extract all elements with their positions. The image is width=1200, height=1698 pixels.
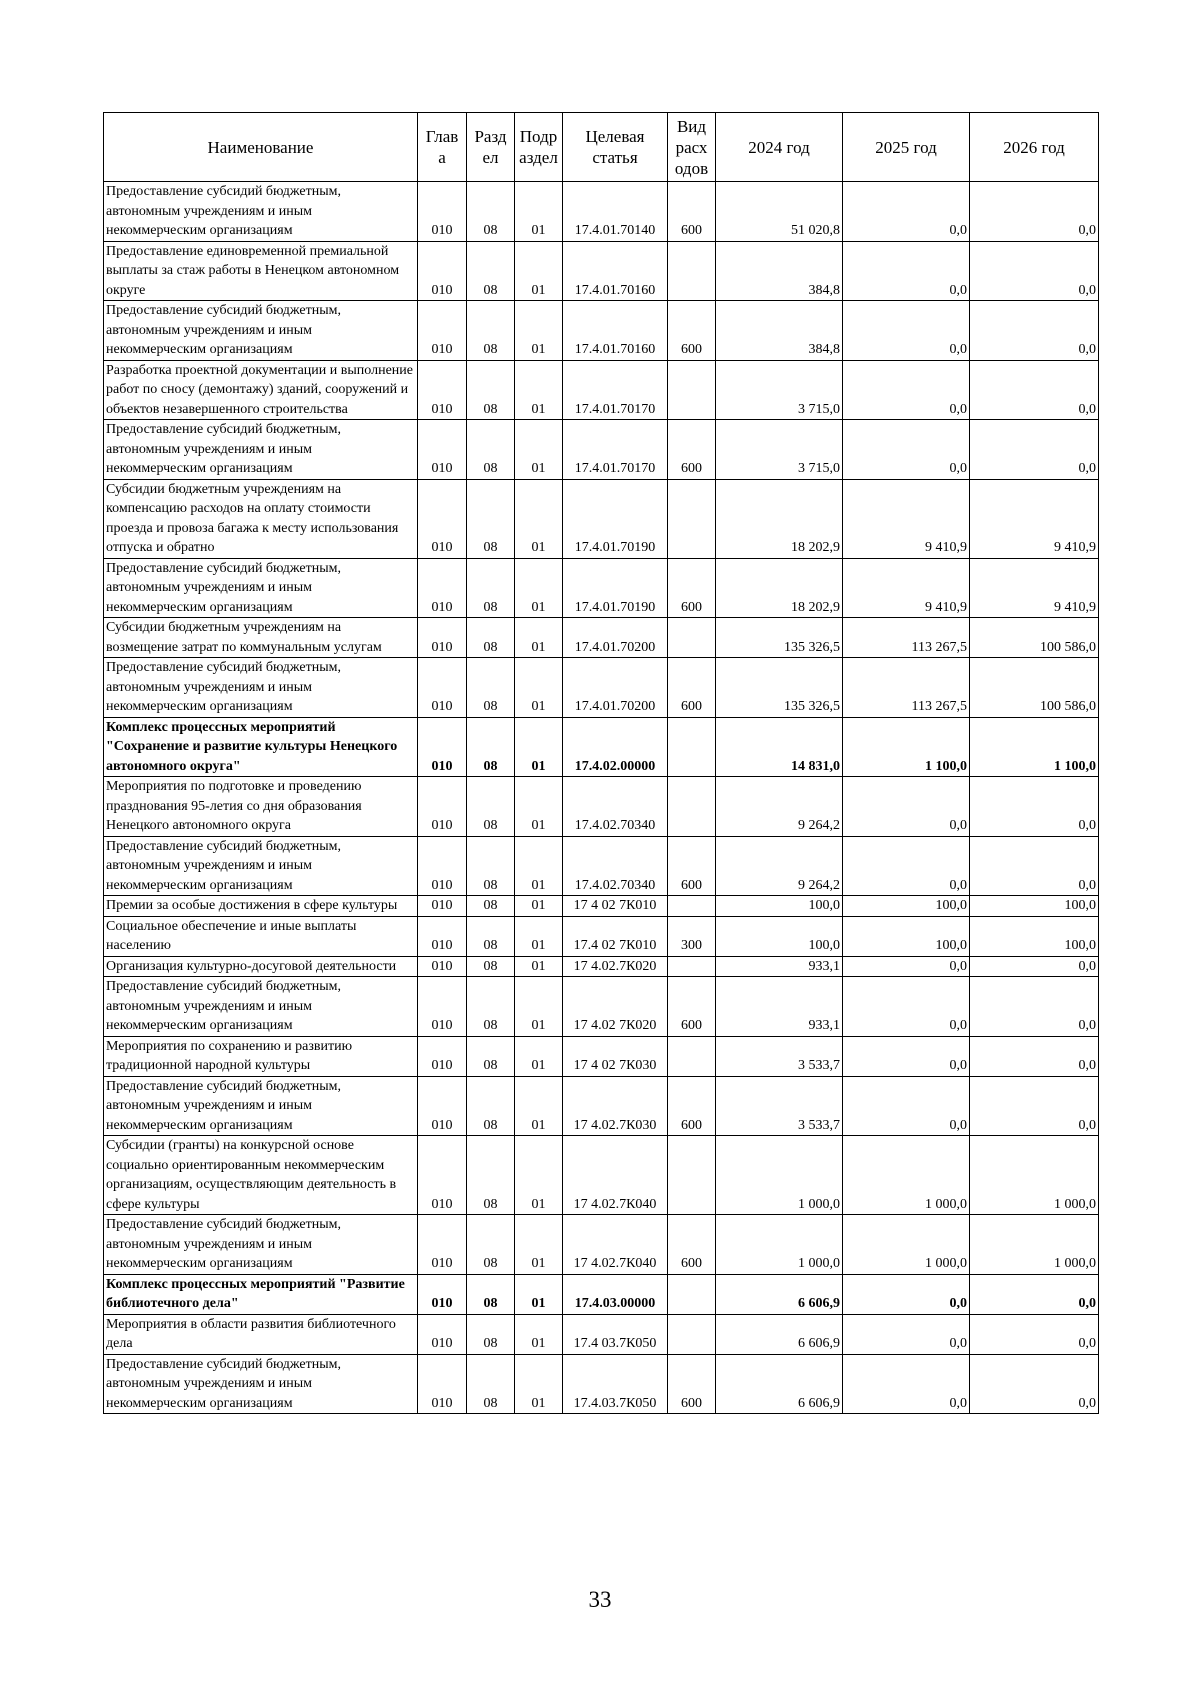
- cell-name: Предоставление субсидий бюджетным, автономным учреждениям и иным некоммерческим организациям: [104, 420, 418, 480]
- cell-name: Предоставление субсидий бюджетным, автономным учреждениям и иным некоммерческим организациям: [104, 1076, 418, 1136]
- cell-name: Предоставление субсидий бюджетным, автономным учреждениям и иным некоммерческим организациям: [104, 1354, 418, 1414]
- cell-podrazdel: 01: [515, 717, 563, 777]
- cell-glava: 010: [418, 1076, 467, 1136]
- cell-razdel: 08: [467, 658, 515, 718]
- col-header-2025: 2025 год: [843, 113, 970, 182]
- cell-2026: 0,0: [970, 1076, 1099, 1136]
- cell-glava: 010: [418, 1274, 467, 1314]
- cell-2025: 0,0: [843, 1076, 970, 1136]
- cell-razdel: 08: [467, 241, 515, 301]
- cell-target: 17.4.03.7К050: [563, 1354, 668, 1414]
- cell-2024: 3 715,0: [716, 420, 843, 480]
- cell-vid: 600: [668, 558, 716, 618]
- cell-target: 17.4.01.70200: [563, 658, 668, 718]
- cell-name: Предоставление субсидий бюджетным, автономным учреждениям и иным некоммерческим организациям: [104, 558, 418, 618]
- table-row: [104, 896, 1099, 917]
- cell-podrazdel: 01: [515, 1136, 563, 1215]
- cell-2024: 135 326,5: [716, 618, 843, 658]
- cell-2024: 3 533,7: [716, 1036, 843, 1076]
- cell-razdel: 08: [467, 1036, 515, 1076]
- cell-2025: 0,0: [843, 301, 970, 361]
- cell-2024: 933,1: [716, 977, 843, 1037]
- cell-2026: 100,0: [970, 916, 1099, 956]
- cell-glava: 010: [418, 1354, 467, 1414]
- cell-2025: 113 267,5: [843, 618, 970, 658]
- col-header-razdel: Разд ел: [467, 113, 515, 182]
- cell-razdel: 08: [467, 717, 515, 777]
- cell-name: Комплекс процессных мероприятий "Развитие библиотечного дела": [104, 1274, 418, 1314]
- cell-2026: 100,0: [970, 896, 1099, 917]
- cell-2026: 0,0: [970, 1036, 1099, 1076]
- cell-podrazdel: 01: [515, 1215, 563, 1275]
- header-row: [104, 113, 1099, 182]
- cell-razdel: 08: [467, 360, 515, 420]
- cell-glava: 010: [418, 1314, 467, 1354]
- cell-razdel: 08: [467, 836, 515, 896]
- cell-2025: 1 100,0: [843, 717, 970, 777]
- cell-2025: 9 410,9: [843, 558, 970, 618]
- table-row: [104, 1354, 1099, 1414]
- cell-2025: 0,0: [843, 182, 970, 242]
- cell-vid: [668, 717, 716, 777]
- cell-glava: 010: [418, 420, 467, 480]
- cell-glava: 010: [418, 558, 467, 618]
- cell-vid: 600: [668, 1354, 716, 1414]
- cell-2026: 0,0: [970, 777, 1099, 837]
- cell-2026: 0,0: [970, 420, 1099, 480]
- cell-2024: 9 264,2: [716, 836, 843, 896]
- cell-vid: [668, 479, 716, 558]
- cell-2025: 0,0: [843, 1274, 970, 1314]
- cell-target: 17.4.02.70340: [563, 836, 668, 896]
- table-row: [104, 1036, 1099, 1076]
- cell-glava: 010: [418, 1036, 467, 1076]
- cell-name: Субсидии бюджетным учреждениям на возмещение затрат по коммунальным услугам: [104, 618, 418, 658]
- col-header-glava: Глав а: [418, 113, 467, 182]
- cell-2026: 0,0: [970, 241, 1099, 301]
- cell-2025: 0,0: [843, 956, 970, 977]
- cell-podrazdel: 01: [515, 658, 563, 718]
- cell-2026: 9 410,9: [970, 479, 1099, 558]
- cell-2026: 0,0: [970, 1314, 1099, 1354]
- cell-target: 17.4.01.70190: [563, 558, 668, 618]
- cell-target: 17 4.02.7К040: [563, 1215, 668, 1275]
- cell-glava: 010: [418, 717, 467, 777]
- cell-razdel: 08: [467, 1215, 515, 1275]
- cell-2024: 384,8: [716, 301, 843, 361]
- cell-2026: 0,0: [970, 1274, 1099, 1314]
- cell-2025: 0,0: [843, 420, 970, 480]
- cell-2024: 9 264,2: [716, 777, 843, 837]
- col-header-vid: Вид расх одов: [668, 113, 716, 182]
- cell-target: 17 4 02 7К010: [563, 896, 668, 917]
- col-header-podrazdel: Подр аздел: [515, 113, 563, 182]
- cell-2024: 3 715,0: [716, 360, 843, 420]
- cell-2026: 1 000,0: [970, 1136, 1099, 1215]
- table-row: [104, 1314, 1099, 1354]
- cell-name: Мероприятия в области развития библиотечного дела: [104, 1314, 418, 1354]
- cell-2026: 0,0: [970, 301, 1099, 361]
- cell-2026: 0,0: [970, 956, 1099, 977]
- page-number: 33: [588, 1587, 612, 1612]
- table-row: [104, 479, 1099, 558]
- cell-target: 17.4.02.70340: [563, 777, 668, 837]
- cell-2026: 100 586,0: [970, 658, 1099, 718]
- cell-glava: 010: [418, 777, 467, 837]
- cell-vid: 600: [668, 977, 716, 1037]
- cell-glava: 010: [418, 301, 467, 361]
- cell-2025: 100,0: [843, 916, 970, 956]
- cell-2025: 0,0: [843, 241, 970, 301]
- cell-2025: 1 000,0: [843, 1136, 970, 1215]
- cell-2025: 1 000,0: [843, 1215, 970, 1275]
- cell-podrazdel: 01: [515, 777, 563, 837]
- table-row: [104, 956, 1099, 977]
- cell-2025: 0,0: [843, 1314, 970, 1354]
- cell-2025: 0,0: [843, 836, 970, 896]
- cell-razdel: 08: [467, 1274, 515, 1314]
- cell-name: Предоставление единовременной премиальной выплаты за стаж работы в Ненецком автономном округе: [104, 241, 418, 301]
- cell-target: 17 4 02 7К030: [563, 1036, 668, 1076]
- cell-podrazdel: 01: [515, 420, 563, 480]
- table-row: [104, 618, 1099, 658]
- cell-target: 17.4.02.00000: [563, 717, 668, 777]
- cell-podrazdel: 01: [515, 916, 563, 956]
- cell-razdel: 08: [467, 916, 515, 956]
- cell-2024: 3 533,7: [716, 1076, 843, 1136]
- cell-name: Премии за особые достижения в сфере культуры: [104, 896, 418, 917]
- cell-name: Комплекс процессных мероприятий "Сохранение и развитие культуры Ненецкого автономного округа": [104, 717, 418, 777]
- cell-glava: 010: [418, 977, 467, 1037]
- cell-name: Разработка проектной документации и выполнение работ по сносу (демонтажу) зданий, сооружений и объектов незавершенного строительства: [104, 360, 418, 420]
- cell-podrazdel: 01: [515, 301, 563, 361]
- cell-vid: [668, 1314, 716, 1354]
- cell-target: 17.4 03.7К050: [563, 1314, 668, 1354]
- cell-2026: 0,0: [970, 1354, 1099, 1414]
- cell-razdel: 08: [467, 1354, 515, 1414]
- cell-2026: 0,0: [970, 977, 1099, 1037]
- cell-2026: 9 410,9: [970, 558, 1099, 618]
- cell-2024: 1 000,0: [716, 1215, 843, 1275]
- cell-podrazdel: 01: [515, 182, 563, 242]
- cell-target: 17.4.01.70140: [563, 182, 668, 242]
- cell-2024: 14 831,0: [716, 717, 843, 777]
- table-body: [104, 182, 1099, 1414]
- cell-glava: 010: [418, 479, 467, 558]
- cell-podrazdel: 01: [515, 977, 563, 1037]
- cell-target: 17 4.02.7К040: [563, 1136, 668, 1215]
- cell-podrazdel: 01: [515, 1354, 563, 1414]
- cell-razdel: 08: [467, 618, 515, 658]
- table-row: [104, 836, 1099, 896]
- cell-vid: [668, 956, 716, 977]
- cell-2025: 0,0: [843, 360, 970, 420]
- cell-podrazdel: 01: [515, 479, 563, 558]
- cell-2024: 100,0: [716, 896, 843, 917]
- cell-vid: [668, 241, 716, 301]
- col-header-2024: 2024 год: [716, 113, 843, 182]
- cell-2026: 0,0: [970, 836, 1099, 896]
- cell-vid: 600: [668, 182, 716, 242]
- cell-target: 17.4.01.70160: [563, 301, 668, 361]
- cell-2026: 100 586,0: [970, 618, 1099, 658]
- cell-glava: 010: [418, 956, 467, 977]
- cell-podrazdel: 01: [515, 896, 563, 917]
- table-row: [104, 241, 1099, 301]
- table-row: [104, 1076, 1099, 1136]
- cell-2024: 933,1: [716, 956, 843, 977]
- cell-name: Предоставление субсидий бюджетным, автономным учреждениям и иным некоммерческим организациям: [104, 836, 418, 896]
- cell-razdel: 08: [467, 1136, 515, 1215]
- table-row-section: [104, 717, 1099, 777]
- cell-name: Предоставление субсидий бюджетным, автономным учреждениям и иным некоммерческим организациям: [104, 182, 418, 242]
- col-header-2026: 2026 год: [970, 113, 1099, 182]
- cell-razdel: 08: [467, 977, 515, 1037]
- cell-glava: 010: [418, 360, 467, 420]
- cell-podrazdel: 01: [515, 1274, 563, 1314]
- cell-target: 17.4.01.70160: [563, 241, 668, 301]
- cell-vid: 300: [668, 916, 716, 956]
- cell-target: 17.4.01.70190: [563, 479, 668, 558]
- cell-razdel: 08: [467, 182, 515, 242]
- cell-glava: 010: [418, 618, 467, 658]
- cell-2025: 113 267,5: [843, 658, 970, 718]
- cell-target: 17.4.01.70200: [563, 618, 668, 658]
- cell-vid: [668, 1136, 716, 1215]
- cell-glava: 010: [418, 241, 467, 301]
- cell-name: Предоставление субсидий бюджетным, автономным учреждениям и иным некоммерческим организациям: [104, 977, 418, 1037]
- cell-2024: 6 606,9: [716, 1274, 843, 1314]
- table-row: [104, 1136, 1099, 1215]
- cell-razdel: 08: [467, 896, 515, 917]
- table-row: [104, 301, 1099, 361]
- cell-2025: 0,0: [843, 777, 970, 837]
- cell-2025: 9 410,9: [843, 479, 970, 558]
- cell-2024: 6 606,9: [716, 1354, 843, 1414]
- cell-podrazdel: 01: [515, 1036, 563, 1076]
- cell-name: Предоставление субсидий бюджетным, автономным учреждениям и иным некоммерческим организациям: [104, 301, 418, 361]
- cell-target: 17 4.02 7К020: [563, 977, 668, 1037]
- cell-2025: 0,0: [843, 977, 970, 1037]
- cell-2026: 0,0: [970, 182, 1099, 242]
- cell-vid: [668, 896, 716, 917]
- cell-vid: [668, 1274, 716, 1314]
- cell-razdel: 08: [467, 1314, 515, 1354]
- cell-vid: 600: [668, 658, 716, 718]
- cell-name: Субсидии (гранты) на конкурсной основе социально ориентированным некоммерческим организациям, осуществляющим деятельность в сфере культуры: [104, 1136, 418, 1215]
- table-row: [104, 1215, 1099, 1275]
- cell-2025: 0,0: [843, 1036, 970, 1076]
- cell-podrazdel: 01: [515, 1314, 563, 1354]
- cell-target: 17.4.01.70170: [563, 360, 668, 420]
- table-row: [104, 916, 1099, 956]
- cell-name: Мероприятия по подготовке и проведению празднования 95-летия со дня образования Ненецкого автономного округа: [104, 777, 418, 837]
- cell-vid: 600: [668, 420, 716, 480]
- cell-glava: 010: [418, 916, 467, 956]
- cell-vid: 600: [668, 1215, 716, 1275]
- cell-name: Субсидии бюджетным учреждениям на компенсацию расходов на оплату стоимости проезда и провоза багажа к месту использования отпуска и обратно: [104, 479, 418, 558]
- cell-razdel: 08: [467, 1076, 515, 1136]
- budget-table: [103, 112, 1099, 1414]
- cell-2024: 1 000,0: [716, 1136, 843, 1215]
- table-row: [104, 182, 1099, 242]
- cell-2024: 384,8: [716, 241, 843, 301]
- table-row: [104, 777, 1099, 837]
- cell-podrazdel: 01: [515, 360, 563, 420]
- cell-razdel: 08: [467, 479, 515, 558]
- cell-razdel: 08: [467, 301, 515, 361]
- cell-podrazdel: 01: [515, 836, 563, 896]
- table-row-section: [104, 1274, 1099, 1314]
- cell-vid: 600: [668, 301, 716, 361]
- cell-2024: 6 606,9: [716, 1314, 843, 1354]
- cell-2024: 18 202,9: [716, 479, 843, 558]
- cell-2026: 1 000,0: [970, 1215, 1099, 1275]
- cell-name: Мероприятия по сохранению и развитию традиционной народной культуры: [104, 1036, 418, 1076]
- cell-name: Предоставление субсидий бюджетным, автономным учреждениям и иным некоммерческим организациям: [104, 658, 418, 718]
- table-row: [104, 658, 1099, 718]
- col-header-target: Целевая статья: [563, 113, 668, 182]
- table-row: [104, 558, 1099, 618]
- cell-glava: 010: [418, 658, 467, 718]
- cell-podrazdel: 01: [515, 241, 563, 301]
- cell-2026: 0,0: [970, 360, 1099, 420]
- cell-target: 17 4.02.7К030: [563, 1076, 668, 1136]
- cell-2024: 18 202,9: [716, 558, 843, 618]
- cell-glava: 010: [418, 896, 467, 917]
- cell-vid: [668, 777, 716, 837]
- cell-razdel: 08: [467, 558, 515, 618]
- cell-vid: [668, 360, 716, 420]
- cell-target: 17.4 02 7К010: [563, 916, 668, 956]
- cell-2025: 100,0: [843, 896, 970, 917]
- cell-razdel: 08: [467, 956, 515, 977]
- cell-2025: 0,0: [843, 1354, 970, 1414]
- cell-vid: [668, 1036, 716, 1076]
- cell-2026: 1 100,0: [970, 717, 1099, 777]
- cell-target: 17.4.01.70170: [563, 420, 668, 480]
- cell-podrazdel: 01: [515, 558, 563, 618]
- cell-razdel: 08: [467, 420, 515, 480]
- cell-podrazdel: 01: [515, 956, 563, 977]
- cell-name: Предоставление субсидий бюджетным, автономным учреждениям и иным некоммерческим организациям: [104, 1215, 418, 1275]
- cell-glava: 010: [418, 182, 467, 242]
- cell-name: Организация культурно-досуговой деятельности: [104, 956, 418, 977]
- cell-2024: 51 020,8: [716, 182, 843, 242]
- cell-vid: [668, 618, 716, 658]
- cell-target: 17.4.03.00000: [563, 1274, 668, 1314]
- cell-podrazdel: 01: [515, 618, 563, 658]
- table-row: [104, 360, 1099, 420]
- cell-vid: 600: [668, 836, 716, 896]
- table-row: [104, 977, 1099, 1037]
- cell-name: Социальное обеспечение и иные выплаты населению: [104, 916, 418, 956]
- cell-2024: 135 326,5: [716, 658, 843, 718]
- cell-glava: 010: [418, 1215, 467, 1275]
- cell-2024: 100,0: [716, 916, 843, 956]
- col-header-name: Наименование: [104, 113, 418, 182]
- cell-razdel: 08: [467, 777, 515, 837]
- table-row: [104, 420, 1099, 480]
- cell-glava: 010: [418, 836, 467, 896]
- cell-vid: 600: [668, 1076, 716, 1136]
- cell-glava: 010: [418, 1136, 467, 1215]
- cell-target: 17 4.02.7К020: [563, 956, 668, 977]
- cell-podrazdel: 01: [515, 1076, 563, 1136]
